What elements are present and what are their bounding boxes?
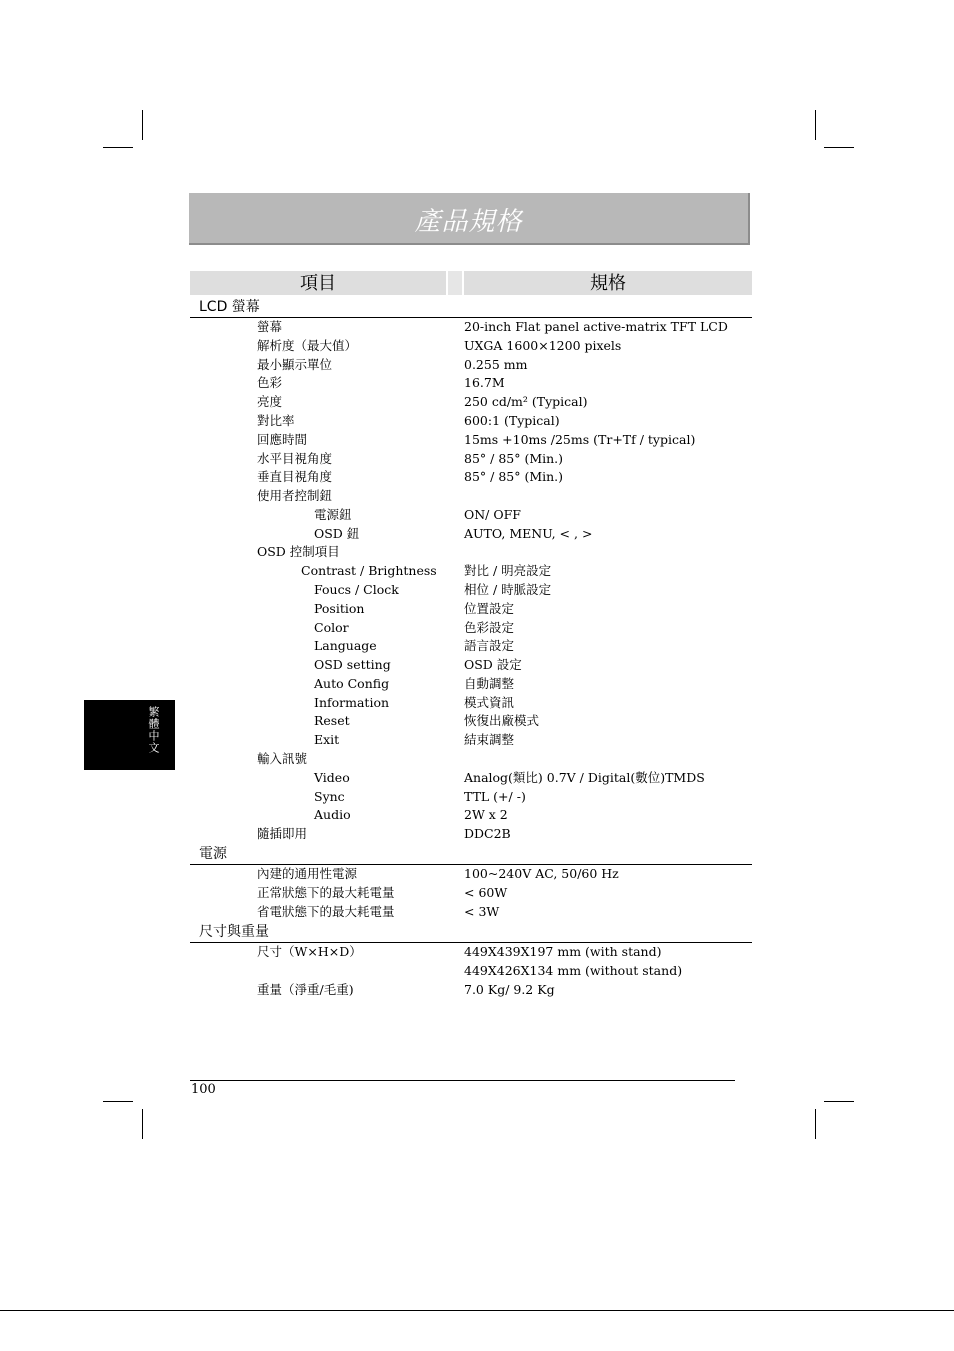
row-spec: < 3W: [464, 904, 500, 919]
section-title-lcd: LCD 螢幕: [199, 299, 260, 315]
table-row: [0, 637, 954, 655]
row-spec: 100~240V AC, 50/60 Hz: [464, 866, 619, 881]
table-row: [0, 506, 954, 524]
page-title: 產品規格: [414, 207, 523, 237]
row-spec: AUTO, MENU, < , >: [464, 526, 593, 541]
table-row: [0, 374, 954, 392]
row-item: Video: [314, 770, 350, 785]
row-spec: < 60W: [464, 885, 508, 900]
row-item: 最小顯示單位: [257, 357, 333, 372]
row-item: 螢幕: [257, 319, 283, 334]
crop-mark: [824, 1101, 854, 1102]
table-row: [0, 318, 954, 336]
row-spec: 自動調整: [464, 676, 515, 691]
row-item: Exit: [314, 732, 340, 747]
footer-rule: [190, 1080, 735, 1081]
row-item: 電源鈕: [314, 507, 352, 522]
bottom-rule: [0, 1310, 954, 1311]
row-spec: 恢復出廠模式: [464, 713, 540, 728]
language-side-tab-label: 繁體中文: [147, 706, 160, 754]
section-title-power: 電源: [199, 846, 227, 862]
row-item: Position: [314, 601, 365, 616]
row-item: 回應時間: [257, 432, 308, 447]
row-item: Sync: [314, 789, 345, 804]
table-row: [0, 675, 954, 693]
row-item: 省電狀態下的最大耗電量: [257, 904, 395, 919]
language-side-tab: [84, 700, 175, 770]
row-spec: OSD 設定: [464, 657, 522, 672]
header-col-item: 項目: [190, 271, 446, 295]
row-item: Contrast / Brightness: [301, 563, 437, 578]
table-row: [0, 525, 954, 543]
row-spec: ON/ OFF: [464, 507, 521, 522]
table-row: [0, 981, 954, 999]
crop-mark: [142, 1109, 143, 1139]
row-spec: TTL (+/ -): [464, 789, 526, 804]
crop-mark: [103, 147, 133, 148]
page-number: 100: [191, 1082, 216, 1097]
row-item: 尺寸（W×H×D）: [257, 944, 362, 959]
row-item: 內建的通用性電源: [257, 866, 358, 881]
row-item: 對比率: [257, 413, 295, 428]
row-spec: 色彩設定: [464, 620, 515, 635]
table-row: [0, 806, 954, 824]
row-spec: 對比 / 明亮設定: [464, 563, 552, 578]
crop-mark: [824, 147, 854, 148]
table-row: [0, 962, 954, 980]
table-row: [0, 562, 954, 580]
header-col-divider: [448, 271, 462, 295]
table-row: [0, 393, 954, 411]
table-row: [0, 600, 954, 618]
row-spec: 15ms +10ms /25ms (Tr+Tf / typical): [464, 432, 696, 447]
row-spec: 449X439X197 mm (with stand): [464, 944, 662, 959]
table-row: [0, 487, 954, 505]
row-item: OSD 鈕: [314, 526, 360, 541]
page-title-bar: [189, 193, 750, 245]
row-item: OSD 控制項目: [257, 544, 340, 559]
row-spec: 16.7M: [464, 375, 505, 390]
row-item: Information: [314, 695, 390, 710]
row-spec: 7.0 Kg/ 9.2 Kg: [464, 982, 555, 997]
row-spec: 結束調整: [464, 732, 515, 747]
row-spec: 85° / 85° (Min.): [464, 469, 564, 484]
row-spec: 449X426X134 mm (without stand): [464, 963, 683, 978]
row-item: OSD setting: [314, 657, 391, 672]
row-item: 色彩: [257, 375, 283, 390]
table-header: [190, 271, 752, 295]
row-item: 解析度（最大值）: [257, 338, 358, 353]
row-item: 垂直目視角度: [257, 469, 333, 484]
table-row: [0, 581, 954, 599]
table-row: [0, 337, 954, 355]
row-item: 正常狀態下的最大耗電量: [257, 885, 395, 900]
table-row: [0, 619, 954, 637]
table-row: [0, 543, 954, 561]
row-spec: 85° / 85° (Min.): [464, 451, 564, 466]
row-spec: 2W x 2: [464, 807, 508, 822]
row-item: 隨插即用: [257, 826, 308, 841]
table-row: [0, 431, 954, 449]
row-spec: 語言設定: [464, 638, 515, 653]
table-row: [0, 412, 954, 430]
table-row: [0, 865, 954, 883]
row-item: Auto Config: [314, 676, 390, 691]
table-row: [0, 884, 954, 902]
row-item: Foucs / Clock: [314, 582, 399, 597]
crop-mark: [103, 1101, 133, 1102]
table-row: [0, 656, 954, 674]
crop-mark: [815, 1109, 816, 1139]
table-row: [0, 903, 954, 921]
table-row: [0, 468, 954, 486]
row-item: 使用者控制鈕: [257, 488, 333, 503]
table-row: [0, 450, 954, 468]
row-spec: Analog(類比) 0.7V / Digital(數位)TMDS: [464, 770, 705, 785]
row-item: Color: [314, 620, 349, 635]
table-row: [0, 769, 954, 787]
row-item: 亮度: [257, 394, 283, 409]
row-spec: UXGA 1600×1200 pixels: [464, 338, 622, 353]
row-item: Reset: [314, 713, 350, 728]
table-row: [0, 356, 954, 374]
row-item: 重量（淨重/毛重): [257, 982, 354, 997]
table-row: [0, 825, 954, 843]
row-item: 水平目視角度: [257, 451, 333, 466]
header-col-spec: 規格: [464, 271, 752, 295]
table-row: [0, 943, 954, 961]
row-item: 輸入訊號: [257, 751, 308, 766]
row-spec: 相位 / 時脈設定: [464, 582, 552, 597]
section-title-size: 尺寸與重量: [199, 924, 269, 940]
crop-mark: [142, 110, 143, 140]
row-spec: 20-inch Flat panel active-matrix TFT LCD: [464, 319, 728, 334]
row-spec: DDC2B: [464, 826, 511, 841]
row-spec: 位置設定: [464, 601, 515, 616]
crop-mark: [815, 110, 816, 140]
row-spec: 模式資訊: [464, 695, 515, 710]
row-item: Language: [314, 638, 377, 653]
row-spec: 250 cd/m² (Typical): [464, 394, 588, 409]
row-spec: 600:1 (Typical): [464, 413, 560, 428]
row-spec: 0.255 mm: [464, 357, 528, 372]
row-item: Audio: [314, 807, 351, 822]
table-row: [0, 788, 954, 806]
